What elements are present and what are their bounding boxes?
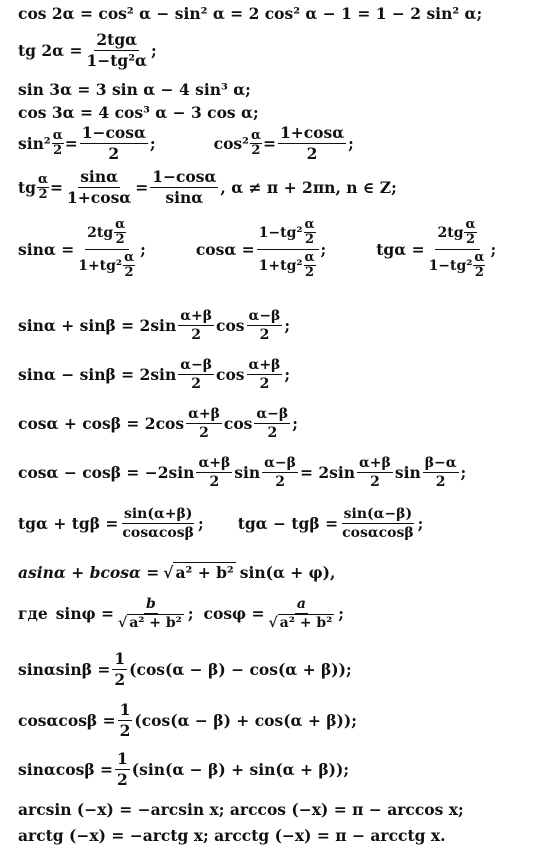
pre: 1+tg² [258, 257, 303, 274]
half-fraction [115, 750, 130, 789]
eq: = [262, 133, 276, 153]
lhs: tgα + tgβ = [18, 514, 119, 534]
pre: 2tg [87, 224, 114, 241]
frac-den: 2 [275, 474, 285, 491]
half-arg [37, 173, 49, 203]
sin-univ-fraction [76, 218, 138, 280]
frac-num: α−β [262, 455, 298, 473]
punct: ; [490, 239, 497, 259]
frac-den: 2 [114, 669, 126, 689]
frac-num [85, 218, 129, 250]
sin-triple-text: sin 3α = 3 sin α − 4 sin³ α; [18, 80, 251, 99]
fraction [266, 596, 336, 631]
punct: ; [292, 414, 298, 434]
tg-sum-diff [18, 506, 423, 541]
frac-num: α+β [196, 455, 232, 473]
mid: cos [216, 316, 245, 336]
frac-num: α−β [247, 308, 283, 326]
rhs: (cos(α − β) − cos(α + β)); [129, 659, 352, 679]
frac-den [266, 614, 336, 631]
frac-den: sinα [165, 187, 204, 207]
arg-num: α [250, 127, 261, 143]
frac-den: 2 [259, 376, 270, 393]
half-arg [464, 218, 476, 248]
universal-substitution [18, 218, 496, 280]
punct: ; [460, 463, 467, 483]
lhs: sinα + sinβ = 2sin [18, 316, 177, 336]
lhs: tgα − tgβ = [237, 514, 339, 534]
fraction [116, 596, 186, 631]
cos-univ-fraction [257, 218, 319, 280]
product-cos-cos [18, 701, 357, 740]
punct: ; [338, 604, 345, 624]
punct: ; [140, 239, 146, 259]
cos-lhs: cosα = [195, 239, 255, 259]
sin-triple-angle [18, 80, 251, 99]
frac-den: 2 [199, 425, 209, 442]
arcsin-arccos-odd [18, 800, 464, 819]
frac-num: sin(α+β) [122, 506, 194, 524]
frac-den: cosαcosβ [342, 525, 414, 542]
half-arg [123, 251, 135, 281]
punct: ; [149, 133, 156, 153]
cos-sq-label: cos² [213, 133, 249, 153]
frac-num: 1+cosα [279, 123, 345, 142]
arg-den: 2 [115, 232, 125, 248]
tg-half-angle [18, 168, 397, 207]
frac-num: α+β [357, 455, 393, 473]
eq: = [135, 177, 149, 197]
arg-den: 2 [124, 264, 134, 280]
cos-difference [18, 455, 466, 490]
lhs: sinα − sinβ = 2sin [18, 365, 177, 385]
half-arg [304, 218, 316, 248]
sin-lhs: sinα = [18, 239, 75, 259]
arg-num: α [124, 249, 135, 265]
half-arg [250, 129, 262, 159]
arg-den: 2 [304, 232, 315, 248]
condition-text: , α ≠ π + 2πn, n ∈ Z; [220, 177, 397, 197]
sqrt-sign: √ [163, 562, 174, 582]
rhs: (sin(α − β) + sin(α + β)); [131, 759, 350, 779]
lhs: cosα − cosβ = −2sin [18, 463, 195, 483]
punct: ; [284, 316, 291, 336]
arg-den: 2 [53, 142, 63, 158]
fraction [178, 308, 214, 343]
frac-num: 2tgα [96, 30, 138, 49]
half-arg [52, 129, 64, 159]
arg-den: 2 [465, 232, 476, 248]
half-arg [304, 251, 316, 281]
frac-num: 1−cosα [81, 123, 146, 142]
frac-den [427, 250, 489, 281]
radicand: a² + b² [175, 563, 234, 582]
frac-num: 1 [117, 749, 128, 768]
lhs: cosφ = [203, 604, 265, 624]
tg-half-frac-1 [65, 168, 133, 207]
pre: 1−tg² [258, 224, 303, 241]
fraction [357, 455, 393, 490]
fraction [247, 357, 283, 392]
frac-num: a [295, 596, 308, 614]
sin-sq-label: sin² [18, 133, 51, 153]
frac-den: 1−tg²α [86, 50, 147, 70]
where-word: где [18, 604, 48, 624]
punct: ; [151, 40, 157, 60]
punct: ; [197, 514, 204, 534]
frac-num: sinα [80, 167, 119, 186]
arcsin-text: arcsin (−x) = −arcsin x; arccos (−x) = π − arccos x; [18, 800, 464, 819]
frac-den: 2 [267, 425, 278, 442]
frac-den: 1+cosα [67, 187, 132, 207]
frac-num: 1−cosα [152, 167, 217, 186]
lhs: sinφ = [55, 604, 114, 624]
sum-sin-plus [18, 308, 290, 343]
half-arg [473, 251, 485, 281]
lhs: asinα + bcosα = [18, 562, 160, 582]
frac-den: 2 [370, 474, 380, 491]
cos-triple-angle [18, 103, 259, 122]
lhs: sinαcosβ = [18, 759, 113, 779]
frac-num: β−α [423, 455, 459, 473]
mid: cos [223, 414, 253, 434]
frac-den: 2 [191, 376, 201, 393]
frac-den [116, 614, 186, 631]
fraction [196, 455, 232, 490]
sum-sin-minus [18, 357, 290, 392]
cos-double-angle [18, 4, 482, 23]
arctg-text: arctg (−x) = −arctg x; arcctg (−x) = π − arcctg x. [18, 826, 446, 845]
frac-num [435, 218, 479, 250]
frac-den: 2 [117, 769, 128, 789]
frac-num: α−β [178, 357, 214, 375]
fraction [262, 455, 298, 490]
fraction [340, 506, 416, 541]
arg-num: α [115, 217, 126, 232]
mid: = 2sin [299, 463, 356, 483]
fraction [423, 455, 459, 490]
arg-num: α [304, 249, 315, 265]
where-phi [18, 596, 344, 631]
half-arg [114, 218, 126, 248]
tg-double-fraction [85, 31, 150, 70]
punct: ; [187, 604, 194, 624]
mid: sin [234, 463, 261, 483]
eq: = [64, 133, 78, 153]
fraction [186, 406, 222, 441]
cos-triple-text: cos 3α = 4 cos³ α − 3 cos α; [18, 103, 259, 122]
frac-den: 2 [259, 327, 270, 344]
arg-den: 2 [251, 142, 261, 158]
mid: sin [394, 463, 421, 483]
tg-lhs: tgα = [376, 239, 425, 259]
frac-num: α−β [254, 406, 290, 424]
punct: ; [417, 514, 424, 534]
cos-double-angle-text: cos 2α = cos² α − sin² α = 2 cos² α − 1 = 1 − 2 sin² α; [18, 4, 483, 23]
punct: ; [284, 365, 291, 385]
tg-double-lhs: tg 2α = [18, 40, 83, 60]
sqrt-sign: √ [118, 615, 128, 632]
frac-num: 1 [114, 649, 126, 668]
auxiliary-angle [18, 562, 335, 582]
frac-den: 2 [209, 474, 220, 491]
arg-num: α [304, 217, 315, 232]
tg-half-frac-2 [150, 168, 218, 207]
eq: = [50, 177, 64, 197]
lhs: sinαsinβ = [18, 659, 111, 679]
arg-num: α [465, 217, 476, 232]
mid: cos [216, 365, 245, 385]
frac-den: 2 [435, 474, 446, 491]
frac-num: sin(α−β) [342, 506, 414, 524]
arg-num: α [474, 249, 485, 265]
tg-univ-fraction [427, 218, 489, 280]
radicand: a² + b² [129, 615, 182, 632]
radicand: a² + b² [279, 615, 333, 632]
frac-den [257, 250, 319, 281]
fraction [120, 506, 196, 541]
arctg-arcctg-odd [18, 826, 446, 845]
frac-den: 2 [191, 327, 201, 344]
pre: 1−tg² [428, 257, 473, 274]
frac-den [76, 250, 138, 281]
half-fraction [112, 650, 127, 689]
arg-den: 2 [304, 264, 315, 280]
punct: ; [348, 133, 354, 153]
arg-den: 2 [38, 186, 48, 202]
fraction [247, 308, 283, 343]
tg-label: tg [18, 177, 36, 197]
fraction [254, 406, 290, 441]
tg-double-angle [18, 31, 157, 70]
frac-num: 1 [119, 700, 131, 719]
arg-num: α [38, 171, 49, 187]
product-sin-cos [18, 750, 349, 789]
arg-den: 2 [474, 264, 484, 280]
lhs: cosα + cosβ = 2cos [18, 414, 185, 434]
sum-cos-plus [18, 406, 298, 441]
frac-num: α+β [247, 357, 283, 375]
punct: ; [320, 239, 327, 259]
frac-den: cosαcosβ [122, 525, 194, 542]
frac-den: 2 [306, 143, 318, 163]
pre: 2tg [437, 224, 464, 241]
rhs: (cos(α − β) + cos(α + β)); [134, 710, 357, 730]
frac-den: 2 [119, 720, 131, 740]
frac-num: α+β [178, 308, 214, 326]
sqrt-sign: √ [268, 615, 278, 632]
frac-den: 2 [108, 143, 120, 163]
frac-num: α+β [186, 406, 222, 424]
frac-num: b [144, 596, 158, 614]
lhs: cosαcosβ = [18, 710, 116, 730]
sin-sq-fraction [80, 124, 148, 163]
pre: 1+tg² [78, 257, 123, 274]
half-angle-squares [18, 124, 354, 163]
arg-num: α [52, 127, 63, 143]
rhs: sin(α + φ), [239, 562, 336, 582]
frac-num [257, 218, 319, 250]
cos-sq-fraction [278, 124, 346, 163]
fraction [178, 357, 214, 392]
product-sin-sin [18, 650, 352, 689]
half-fraction [118, 701, 133, 740]
